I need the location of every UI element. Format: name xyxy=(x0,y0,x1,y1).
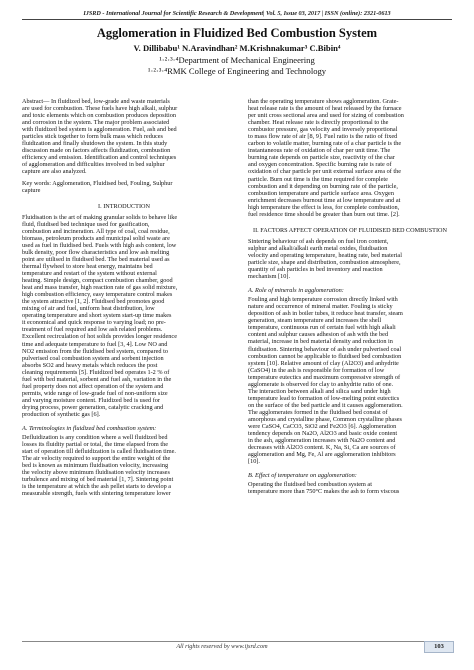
text-line: are used for combustion. These fuels have high alkali, sulphur xyxy=(22,105,178,113)
text-line: particles stick together to form bulk mass which reduces xyxy=(22,133,163,141)
text-line: instantaneous rate of oxidation of char per unit time. The xyxy=(248,147,391,155)
text-line: burning rate depends on particle size, reactivity of the char xyxy=(248,154,395,162)
text-line: NO2 emission from the fluidised bed system, compared to xyxy=(22,347,168,355)
text-line: capture xyxy=(22,186,41,194)
text-line: generation, steam temperature and increases the shell xyxy=(248,317,382,325)
text-line: material, increase in bed material density and reduction in xyxy=(248,338,393,346)
text-line: Defluidization is any condition where a well fluidized bed xyxy=(22,434,168,442)
text-line: [10]. xyxy=(248,458,260,466)
text-line: and oxygen concentration. Specific burning rate is rate of xyxy=(248,161,392,169)
text-line: content and sulphur causes adhesion of ash with the bed xyxy=(248,331,389,339)
text-line: operating temperature and short system start-up time makes xyxy=(22,312,172,320)
text-line: Operating the fluidised bed combustion system at xyxy=(248,481,372,489)
text-line: amorphous and crystalline phase, Common crystalline phases xyxy=(248,415,402,423)
paragraph-gap xyxy=(248,280,452,284)
left-column xyxy=(22,98,226,501)
text-line: combustion and incineration. All type of coal, coal residue, xyxy=(22,227,170,235)
section-heading: I. INTRODUCTION xyxy=(98,202,150,210)
text-line: combustion and it depending on burning rate of the particle, xyxy=(248,182,398,190)
text-line: enrichment decreases burnout time at low temperature and at xyxy=(248,196,401,204)
paragraph-gap xyxy=(248,218,452,222)
text-line: nature and occurrence of mineral matter. Fouling is sticky xyxy=(248,303,393,311)
text-line: fluid, fluidised bed technique used for gasification, xyxy=(22,220,150,228)
text-line: production of synthetic gas [6]. xyxy=(22,410,101,418)
text-line: temperature, continuous run of certain fuel with high alkali xyxy=(248,324,396,332)
paragraph-gap xyxy=(22,497,226,501)
text-line: permits, wide range of low-grade fuel of non-uniform size xyxy=(22,389,168,397)
text-line: on the surface of the bed particle and it causes agglomeration. xyxy=(248,401,403,409)
text-line: carbon to volatile matter, burning rate of a char particle is the xyxy=(248,140,402,148)
text-line: Key words: Agglomeration, Fluidised bed, Fouling, Sulphur xyxy=(22,179,173,187)
text-line: point are utilised in fluidised bed. The bed material used as xyxy=(22,255,170,263)
text-line: chamber. Heat release rate is directly proportional to the xyxy=(248,119,389,127)
text-line: to mass flow rate of air [8, 9]. Fuel ratio is the ratio of fixed xyxy=(248,133,398,141)
text-line: and toxic elements which on combustion produces deposition xyxy=(22,112,176,120)
paragraph xyxy=(248,238,452,280)
text-line: combustion temperature and particle surface area. Oxygen xyxy=(248,189,394,197)
text-line: efficiency and emission. Identification and control techniques xyxy=(22,154,177,162)
text-line: pulverised coal combustion system and sorbent injection xyxy=(22,354,164,362)
paragraph xyxy=(22,214,226,418)
text-line: heating. Simple design, compact combustion chamber, good xyxy=(22,277,173,285)
page-number: 103 xyxy=(424,641,454,653)
text-line: biomass, petroleum products and municipal solid waste are xyxy=(22,234,170,242)
subsection-heading: B. Effect of temperature on agglomeration: xyxy=(248,472,357,480)
subsection-heading: A. Terminologies in fluidized bed combustion system: xyxy=(22,425,157,433)
text-line: tendency depends on Na2O, Al2O3 and basic oxide content xyxy=(248,430,398,438)
text-line: heat and mass transfer, high reaction rate of gas solid mixture, xyxy=(22,284,178,292)
paragraph-gap xyxy=(22,194,226,198)
text-line: Excellent recirculation of hot solids provides longer residence xyxy=(22,333,177,341)
text-line: temperature lead to formation of low-melting point eutectics xyxy=(248,394,400,402)
text-line: heat release rate is the amount of heat released by the furnace xyxy=(248,105,402,113)
text-line: measurable strength, fuels with sintering temperature lower xyxy=(22,490,171,498)
text-line: discussion made on factors affects fluidization, combustion xyxy=(22,147,171,155)
text-line: bulk density, poor flow characteristics and low ash melting xyxy=(22,248,170,256)
text-line: system [10]. Relative amount of clay (Al2O3) and anhydrite xyxy=(248,359,399,367)
right-column xyxy=(248,98,452,499)
section-heading: II. FACTORS AFFECT OPERATION OF FLUIDISED BED COMBUSTION xyxy=(253,226,447,234)
text-line: deposition of ash in boiler tubes, it reduce heat transfer, steam xyxy=(248,310,403,318)
text-line: fluidization and finally shutdown the system. In this study xyxy=(22,140,168,148)
text-line: Abstract— In fluidized bed, low-grade and waste materials xyxy=(22,98,170,105)
footer-rule xyxy=(22,641,452,642)
text-line: thermal flywheel to store heat energy, maintains bed xyxy=(22,262,153,270)
paragraph-gap xyxy=(22,418,226,422)
text-line: treatment of fuel required and low ash related problems. xyxy=(22,326,163,334)
text-line: fuel residence time should be greater than burn out time. [2]. xyxy=(248,210,400,218)
paragraph-gap xyxy=(248,495,452,499)
paragraph xyxy=(22,98,226,176)
text-line: (CaSO4) in the ash is responsible for formation of low xyxy=(248,366,385,374)
text-line: high temperature the effect is less, for complete combustion, xyxy=(248,203,400,211)
text-line: combustion cannot be applicable to fluidised bed combustion xyxy=(248,352,402,360)
text-line: Fouling and high temperature corrosion directly linked with xyxy=(248,296,398,304)
author-list: V. Dillibabu¹ N.Aravindhan² M.Krishnakumar³ C.Bibin⁴ xyxy=(133,43,341,53)
text-line: temperature more than 750°C makes the ash to form viscous xyxy=(248,488,400,496)
text-line: start of operation till defluidization is called fluidisation time. xyxy=(22,448,176,456)
text-line: were CaSO4, CaCO3, SiO2 and Fe2O3 [6]. Agglomeration xyxy=(248,423,397,431)
text-line: particle. Burn out time is the time required for complete xyxy=(248,175,388,183)
text-line: agglomerate is observed for clay to anhydrite ratio of one. xyxy=(248,380,394,388)
footer-rights: All rights reserved by www.ijsrd.com xyxy=(176,643,268,650)
text-line: absorbs SO2 and heavy metals which reduces the post xyxy=(22,361,158,369)
text-line: oxidation of char particle per unit external surface area of the xyxy=(248,168,402,176)
affiliation-college: ¹·²·³·⁴RMK College of Engineering and Technology xyxy=(147,66,327,76)
text-line: used as fuel in fluidised bed. Fuels with high ash content, low xyxy=(22,241,177,249)
paragraph xyxy=(248,98,452,218)
text-line: Sintering behaviour of ash depends on fuel iron content, xyxy=(248,237,389,245)
text-line: bed is known as minimum fluidisation velocity, increasing xyxy=(22,462,169,470)
paragraph xyxy=(22,434,226,497)
text-line: mechanism [10]. xyxy=(248,273,291,281)
paragraph-gap xyxy=(248,465,452,469)
text-line: with fluidized bed system is agglomeration. Fuel, ash and bed xyxy=(22,126,177,134)
text-line: decreases with Al2O3 content. K, Na, Si, Ca are sources of xyxy=(248,444,396,452)
text-line: in the ash, agglomeration increases with Na2O content and xyxy=(248,437,396,445)
text-line: and corrosion in the system. The major problem associated xyxy=(22,119,170,127)
text-line: combustor pressure, gas velocity and inversely proportional xyxy=(248,126,398,134)
text-line: velocity and operating temperature, heating rate, bed material xyxy=(248,251,402,259)
text-line: turbulence and mixing of bed material [1, 7]. Sintering point xyxy=(22,476,174,484)
text-line: Fluidisation is the art of making granular solids to behave like xyxy=(22,213,178,221)
text-line: the velocity above minimum fluidisation velocity increases xyxy=(22,469,170,477)
text-line: The agglomerates formed in the fluidised bed consist of xyxy=(248,408,388,416)
text-line: drying process, power generation, catalytic cracking and xyxy=(22,403,164,411)
paper-title: Agglomeration in Fluidized Bed Combustion System xyxy=(96,26,378,40)
text-line: it economical and quick response to varying load; no pre- xyxy=(22,319,166,327)
text-line: is the temperature at which the ash pellet starts to develop a xyxy=(22,483,172,491)
text-line: the system attractive [1, 2]. Fluidised bed promotes good xyxy=(22,298,165,306)
text-line: The air velocity required to support the entire weight of the xyxy=(22,455,171,463)
text-line: time and adequate temperature to fuel [3, 4]. Low NO and xyxy=(22,340,168,348)
subsection-heading: A. Role of minerals in agglomeration: xyxy=(248,287,344,295)
paragraph xyxy=(22,180,226,194)
text-line: cleaning requirements [5]. Fluidized bed operates 1-2 % of xyxy=(22,368,170,376)
paragraph xyxy=(248,481,452,495)
text-line: temperature and restart of the system without external xyxy=(22,270,157,278)
text-line: capture are also analyzed. xyxy=(22,168,87,176)
text-line: fluidisation. Sintering behaviour of ash under pulverised coal xyxy=(248,345,402,353)
paragraph xyxy=(248,296,452,465)
text-line: losses its fluidity partial or total, the time elapsed from the xyxy=(22,441,168,449)
text-line: and varying moisture content. Fluidized bed is used for xyxy=(22,396,160,404)
text-line: fuel with bed material, sorbent and fuel ash, variation in the xyxy=(22,375,172,383)
text-line: The interaction between alkali and silica sand under high xyxy=(248,387,391,395)
text-line: mixing of air and fuel, uniform heat distribution, low xyxy=(22,305,155,313)
header-rule xyxy=(22,19,452,20)
text-line: than the operating temperature shows agglomeration. Grate- xyxy=(248,98,399,105)
text-line: fuel property does not affect operation of the system and xyxy=(22,382,164,390)
text-line: of agglomeration and difficulties involved in bed sulphur xyxy=(22,161,165,169)
journal-header: IJSRD - International Journal for Scientific Research & Development| Vol. 5, Issue 03, 2017 | ISSN (online): 2321-0613 xyxy=(83,10,391,17)
text-line: quantity of ash particles in bed inventory and reaction xyxy=(248,266,383,274)
text-line: sulphur and alkali/alkali earth metal oxides, fluidisation xyxy=(248,244,388,252)
text-line: particle size, shape and distribution, combustion atmosphere, xyxy=(248,258,401,266)
text-line: per unit cross sectional area and used for sizing of combustion xyxy=(248,112,404,120)
affiliation-department: ¹·²·³·⁴Department of Mechanical Engineering xyxy=(159,55,315,65)
text-line: temperature eutectics and maximum compressive strength of xyxy=(248,373,401,381)
text-line: high combustion efficiency, easy temperature control makes xyxy=(22,291,173,299)
text-line: agglomeration and Mg, Fe, Al are agglomeration inhibitors xyxy=(248,451,396,459)
